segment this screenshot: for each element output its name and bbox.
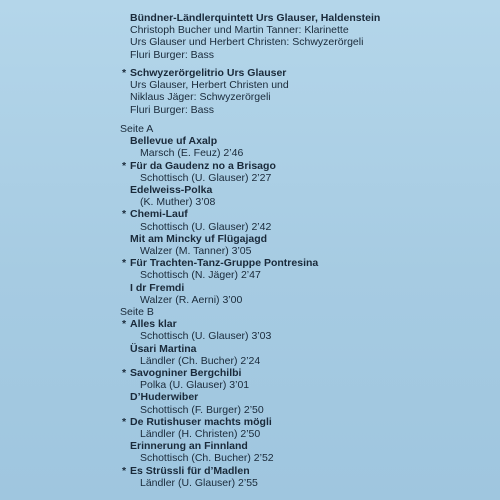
track-title-line <box>122 159 480 172</box>
track-detail: Walzer (R. Aerni) 3’00 <box>140 293 243 306</box>
track-title: Üsari Martina <box>130 342 197 355</box>
track-title-line <box>130 184 480 196</box>
track-detail: Ländler (Ch. Bucher) 2’24 <box>140 354 261 367</box>
track-title: D’Huderwiber <box>130 391 199 404</box>
track-title: Savogniner Bergchilbi <box>130 367 242 380</box>
track-detail: Schottisch (Ch. Bucher) 2’52 <box>140 452 274 465</box>
track-item <box>122 318 480 343</box>
track-title-line <box>122 257 480 270</box>
track-item <box>130 135 480 159</box>
ensemble-title: Schwyzerörgelitrio Urs Glauser <box>130 67 287 79</box>
ensemble-trio <box>122 67 490 116</box>
track-item <box>122 257 480 282</box>
ensemble-title: Bündner-Ländlerquintett Urs Glauser, Haldenstein <box>130 12 381 24</box>
track-item <box>130 282 480 306</box>
star-marker: * <box>122 159 127 172</box>
side-label: Seite B <box>120 306 154 318</box>
star-marker: * <box>122 67 127 79</box>
ensemble-name <box>122 67 490 79</box>
track-item <box>130 391 480 415</box>
track-detail: Schottisch (F. Burger) 2’50 <box>140 403 264 416</box>
star-marker: * <box>122 415 127 428</box>
side-label: Seite A <box>120 123 154 135</box>
member-line: Fluri Burger: Bass <box>130 103 215 116</box>
track-title: De Rutishuser machts mögli <box>130 415 272 428</box>
track-item <box>130 233 480 257</box>
ensemble-quintet <box>130 12 490 61</box>
track-detail: Schottisch (U. Glauser) 3’03 <box>140 330 272 343</box>
star-marker: * <box>122 318 127 331</box>
track-item <box>122 159 480 184</box>
track-detail: Schottisch (U. Glauser) 2’27 <box>140 171 272 184</box>
track-title-line <box>130 391 480 403</box>
member-line: Urs Glauser, Herbert Christen und <box>130 79 289 92</box>
track-title: Bellevue uf Axalp <box>130 135 218 148</box>
ensemble-name <box>130 12 490 24</box>
track-item <box>130 184 480 208</box>
track-title-line <box>130 282 480 294</box>
track-item <box>122 367 480 392</box>
track-detail: Walzer (M. Tanner) 3’05 <box>140 245 252 258</box>
track-detail: (K. Muther) 3’08 <box>140 196 216 209</box>
track-title-line <box>130 233 480 245</box>
track-item <box>122 415 480 441</box>
member-line: Christoph Bucher und Martin Tanner: Klarinette <box>130 24 349 37</box>
track-title-line <box>130 440 480 452</box>
track-title: Es Strüssli für d’Madlen <box>130 464 250 477</box>
star-marker: * <box>122 367 127 380</box>
track-title-line <box>122 208 480 221</box>
track-item <box>122 464 480 489</box>
track-detail: Schottisch (N. Jäger) 2’47 <box>140 269 261 282</box>
track-title: Für Trachten-Tanz-Gruppe Pontresina <box>130 257 319 270</box>
member-line: Urs Glauser und Herbert Christen: Schwyzerörgeli <box>130 36 364 49</box>
track-title: Chemi-Lauf <box>130 208 188 221</box>
track-title-line <box>122 318 480 331</box>
track-title: Erinnerung an Finnland <box>130 440 248 453</box>
track-title: I dr Fremdi <box>130 281 185 294</box>
side-a <box>120 123 480 306</box>
member-line: Niklaus Jäger: Schwyzerörgeli <box>130 91 271 104</box>
star-marker: * <box>122 464 127 477</box>
track-detail: Schottisch (U. Glauser) 2’42 <box>140 220 272 233</box>
track-item <box>130 440 480 464</box>
side-b <box>120 306 480 489</box>
star-marker: * <box>122 208 127 221</box>
track-title: Mit am Mincky uf Flügajagd <box>130 232 268 245</box>
track-detail: Marsch (E. Feuz) 2’46 <box>140 147 244 160</box>
track-item <box>130 343 480 367</box>
track-title-line <box>130 135 480 147</box>
track-detail: Ländler (U. Glauser) 2’55 <box>140 476 258 489</box>
track-detail: Polka (U. Glauser) 3’01 <box>140 379 250 392</box>
track-title: Edelweiss-Polka <box>130 184 213 197</box>
track-title-line <box>122 367 480 380</box>
track-title: Für da Gaudenz no a Brisago <box>130 159 276 172</box>
track-item <box>122 208 480 233</box>
track-title: Alles klar <box>130 318 177 331</box>
track-title-line <box>122 415 480 428</box>
star-marker: * <box>122 257 127 270</box>
track-detail: Ländler (H. Christen) 2’50 <box>140 428 261 441</box>
member-line: Fluri Burger: Bass <box>130 48 215 61</box>
track-title-line <box>122 464 480 477</box>
track-title-line <box>130 343 480 355</box>
